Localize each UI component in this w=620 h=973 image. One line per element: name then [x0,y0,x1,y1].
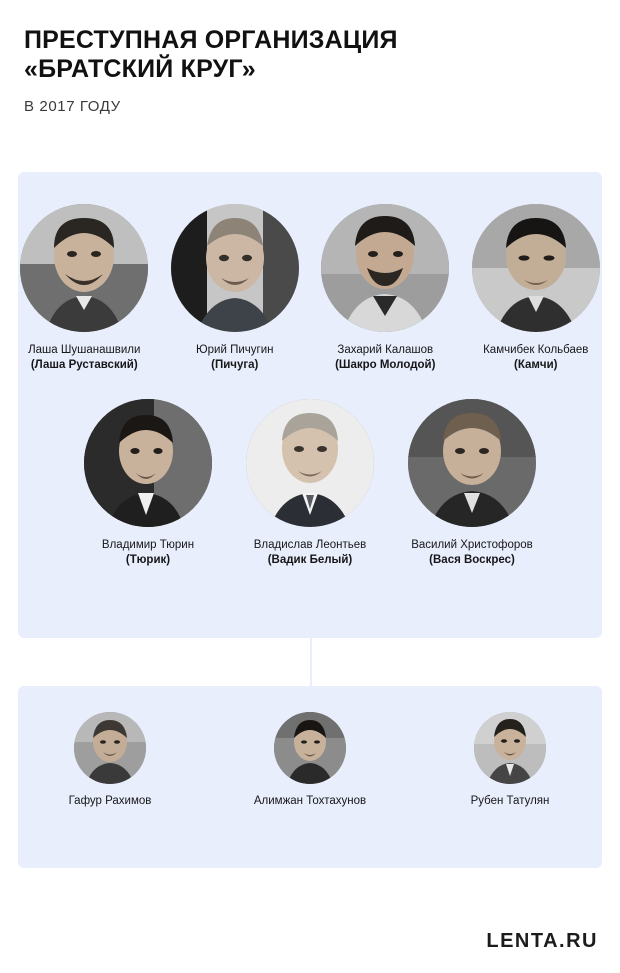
person-card[interactable] [240,399,380,568]
person-card[interactable] [169,204,302,373]
header [0,0,620,116]
members-row-1 [18,172,602,373]
person-alias: (Лаша Руставский) [30,359,138,371]
person-name: Гафур Рахимов [68,795,152,807]
person-name: Захарий Калашов [337,344,434,356]
portrait-alimzhan-tokhtakhunov [274,712,346,784]
footer [0,920,620,973]
page-subtitle: В 2017 ГОДУ [24,98,121,115]
core-members-panel [18,172,602,638]
page-title-line-2: «БРАТСКИЙ КРУГ» [24,55,256,83]
person-alias: (Пичуга) [211,359,259,371]
person-name: Василий Христофоров [411,539,533,551]
person-card[interactable] [436,712,584,809]
portrait-vasiliy-hristoforov [408,399,536,527]
portrait-zahariy-kalashov [321,204,449,332]
lenta-logo[interactable]: LENTA.RU [486,930,598,952]
person-card[interactable] [236,712,384,809]
person-alias: (Вадик Белый) [267,554,353,566]
person-name: Камчибек Кольбаев [483,344,589,356]
person-card[interactable] [319,204,452,373]
portrait-kamchibek-kolbaev [472,204,600,332]
person-alias: (Тюрик) [125,554,171,566]
person-name: Лаша Шушанашвили [28,344,141,356]
page-title [24,26,596,84]
portrait-gafur-rahimov [74,712,146,784]
panel-connector [310,638,312,686]
portrait-ruben-tatulyan [474,712,546,784]
person-name: Алимжан Тохтахунов [253,795,367,807]
associates-panel [18,686,602,868]
associates-row [18,686,602,809]
person-card[interactable] [36,712,184,809]
person-name: Владислав Леонтьев [253,539,367,551]
person-name: Владимир Тюрин [101,539,195,551]
person-card[interactable] [470,204,603,373]
page-title-line-1: ПРЕСТУПНАЯ ОРГАНИЗАЦИЯ [24,26,398,54]
portrait-lasha-shushanashvili [20,204,148,332]
person-name: Рубен Татулян [470,795,550,807]
person-alias: (Вася Воскрес) [429,554,515,566]
portrait-vladimir-tyurin [84,399,212,527]
person-alias: (Камчи) [514,359,558,371]
person-card[interactable] [18,204,151,373]
person-card[interactable] [78,399,218,568]
members-row-2 [18,373,602,568]
person-alias: (Шакро Молодой) [335,359,436,371]
person-card[interactable] [402,399,542,568]
portrait-yuriy-pichugin [171,204,299,332]
portrait-vladislav-leontiev [246,399,374,527]
person-name: Юрий Пичугин [196,344,274,356]
